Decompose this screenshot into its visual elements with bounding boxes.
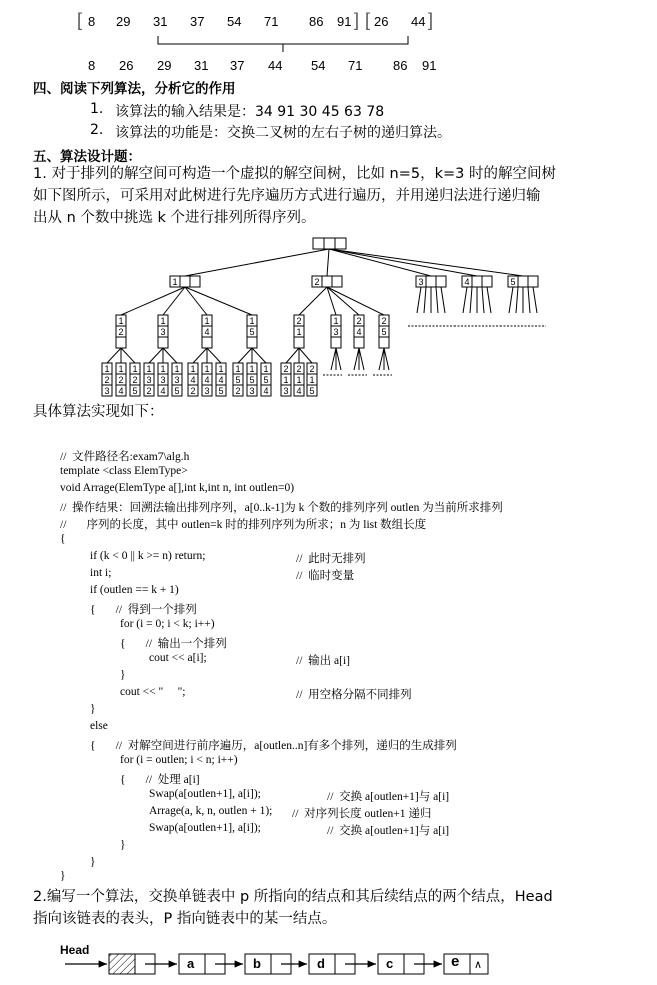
tree-leaf-label: 1 (309, 375, 315, 385)
tree-node-label: 4 (464, 277, 470, 287)
merge-top-value: 44 (411, 14, 426, 29)
implementation-label: 具体算法实现如下： (33, 404, 164, 420)
tree-cell (158, 337, 168, 348)
tree-leaf-label: 5 (235, 375, 241, 385)
tree-edge (384, 348, 389, 370)
code-line: // 操作结果：回溯法输出排列序列，a[0..k-1]为 k 个数的排列序列 outlen 为当前所求排列 (60, 502, 503, 514)
code-line: { // 得到一个排列 (90, 604, 197, 616)
tree-leaf-label: 5 (132, 386, 138, 396)
code-line: template <class ElemType> (60, 465, 188, 477)
tree-edge (528, 287, 530, 313)
tree-edge (299, 287, 327, 315)
tree-edge (185, 249, 329, 276)
question1-line: 如下图所示，可采用对此树进行先序遍历方式进行遍历，并用递归法进行递归输 (33, 188, 541, 204)
tree-node-label: 2 (356, 316, 362, 326)
tree-cell (528, 276, 538, 287)
tree-edge (329, 249, 431, 276)
code-line: void Arrage(ElemType a[],int k,int n, int outlen=0) (60, 482, 295, 494)
head-node-data (109, 954, 135, 974)
tree-leaf-label: 2 (146, 386, 152, 396)
tree-edge (424, 287, 426, 313)
code-line: { // 对解空间进行前序遍历，a[outlen..n]有多个排列，递归的生成排列 (90, 740, 457, 752)
tree-edge (336, 348, 341, 370)
right-bracket: ] (428, 10, 434, 30)
tree-leaf-label: 1 (160, 364, 166, 374)
tree-node-label: 1 (333, 316, 339, 326)
merge-bottom-value: 29 (157, 58, 172, 73)
tree-node-label: 4 (356, 327, 362, 337)
merge-bottom-value: 37 (230, 58, 245, 73)
tree-edge (329, 249, 477, 276)
left-bracket: [ (77, 10, 83, 30)
tree-edge (331, 348, 336, 370)
tree-cell (332, 276, 342, 287)
tree-leaf-label: 2 (235, 386, 241, 396)
section4-item-text: 该算法的输入结果是：34 91 30 45 63 78 (115, 104, 385, 120)
section4-item-number: 2. (90, 122, 104, 138)
tree-leaf-label: 5 (174, 386, 180, 396)
code-line: { // 输出一个排列 (120, 638, 227, 650)
code-line: Swap(a[outlen+1], a[i]); (149, 822, 261, 834)
code-comment: // 交换 a[outlen+1]与 a[i] (327, 825, 450, 837)
tree-cell (335, 238, 346, 249)
tree-leaf-label: 1 (235, 364, 241, 374)
merge-top-value: 54 (227, 14, 242, 29)
tree-edge (470, 287, 472, 313)
tree-edge (286, 348, 299, 363)
tree-node-label: 5 (510, 277, 516, 287)
tree-edge (482, 287, 484, 313)
tree-edge (163, 348, 177, 363)
tree-cell (116, 337, 126, 348)
tree-cell (190, 276, 200, 287)
code-line: } (90, 856, 96, 868)
tree-edge (252, 348, 266, 363)
null-pointer-icon: ∧ (474, 958, 483, 971)
tree-edge (327, 287, 384, 315)
tree-cell (202, 337, 212, 348)
tree-edge (436, 287, 438, 313)
merge-bottom-value: 54 (311, 58, 326, 73)
tree-edge (107, 348, 121, 363)
code-line: for (i = outlen; i < n; i++) (120, 754, 238, 766)
question1-line: 1. 对于排列的解空间可构造一个虚拟的解空间树，比如 n=5，k=3 时的解空间树 (33, 166, 556, 182)
left-bracket: [ (365, 10, 371, 30)
code-line: } (120, 839, 126, 851)
code-line: if (outlen == k + 1) (90, 584, 179, 596)
tree-leaf-label: 2 (132, 375, 138, 385)
tree-cell (294, 337, 304, 348)
code-comment: // 交换 a[outlen+1]与 a[i] (327, 791, 450, 803)
tree-leaf-label: 1 (174, 364, 180, 374)
tree-cell (426, 276, 436, 287)
code-line: { (60, 533, 66, 545)
tree-node-label: 5 (381, 327, 387, 337)
merge-top-value: 86 (309, 14, 324, 29)
merge-bottom-value: 31 (194, 58, 209, 73)
tree-leaf-label: 3 (160, 375, 166, 385)
tree-edge (163, 287, 185, 315)
tree-leaf-label: 1 (218, 364, 224, 374)
node-label: d (317, 956, 325, 971)
tree-edge (149, 348, 163, 363)
tree-cell (324, 238, 335, 249)
merge-bottom-value: 86 (393, 58, 408, 73)
code-comment: // 临时变量 (296, 570, 355, 582)
tree-leaf-label: 2 (309, 364, 315, 374)
tree-leaf-label: 1 (204, 364, 210, 374)
merge-top-value: 8 (88, 14, 96, 29)
question1-line: 出从 n 个数中挑选 k 个进行排列所得序列。 (33, 210, 316, 226)
tree-leaf-label: 2 (104, 375, 110, 385)
tree-leaf-label: 4 (204, 375, 210, 385)
tree-edge (463, 287, 467, 313)
merge-bottom-value: 71 (348, 58, 363, 73)
code-comment: // 输出 a[i] (296, 655, 350, 667)
code-line: Swap(a[outlen+1], a[i]); (149, 788, 261, 800)
tree-leaf-label: 3 (204, 386, 210, 396)
code-comment: // 对序列长度 outlen+1 递归 (292, 808, 432, 820)
tree-node-label: 1 (249, 316, 255, 326)
tree-leaf-label: 3 (174, 375, 180, 385)
tree-cell (322, 276, 332, 287)
merge-brace (0, 0, 657, 60)
tree-leaf-label: 4 (190, 375, 196, 385)
merge-top-value: 71 (264, 14, 279, 29)
linked-list-graphic (0, 945, 657, 985)
code-line: cout << a[i]; (149, 652, 207, 664)
tree-edge (359, 348, 364, 370)
tree-edge (533, 287, 537, 313)
tree-leaf-label: 3 (146, 375, 152, 385)
tree-edge (354, 348, 359, 370)
merge-bottom-value: 91 (422, 58, 437, 73)
tree-leaf-label: 1 (132, 364, 138, 374)
tree-leaf-label: 2 (296, 364, 302, 374)
tree-cell (180, 276, 190, 287)
tree-edge (487, 287, 491, 313)
tree-leaf-label: 1 (118, 364, 124, 374)
code-line: for (i = 0; i < k; i++) (120, 618, 215, 630)
tree-leaf-label: 5 (249, 375, 255, 385)
tree-edge (207, 348, 221, 363)
tree-cell (379, 337, 389, 348)
tree-leaf-label: 1 (146, 364, 152, 374)
tree-edge (299, 348, 312, 363)
tree-leaf-label: 1 (104, 364, 110, 374)
question2-line: 指向该链表的表头，P 指向链表中的某一结点。 (33, 911, 337, 927)
tree-node-label: 2 (381, 316, 387, 326)
merge-bottom-value: 44 (268, 58, 283, 73)
code-line: // 文件路径名:exam7\alg.h (60, 451, 190, 463)
code-line: // 序列的长度，其中 outlen=k 时的排列序列为所求；n 为 list 数组长度 (60, 519, 427, 531)
tree-edge (185, 287, 252, 315)
code-line: cout << " "; (120, 686, 186, 698)
tree-edge (329, 249, 523, 276)
tree-leaf-label: 4 (160, 386, 166, 396)
merge-bottom-value: 8 (88, 58, 96, 73)
tree-edge (327, 249, 329, 276)
tree-leaf-label: 1 (263, 364, 269, 374)
tree-leaf-label: 3 (249, 386, 255, 396)
code-comment: // 用空格分隔不同排列 (296, 689, 412, 701)
right-bracket: ] (354, 10, 360, 30)
tree-node-label: 3 (333, 327, 339, 337)
tree-leaf-label: 1 (296, 375, 302, 385)
section4-heading: 四、阅读下列算法，分析它的作用 (33, 81, 236, 97)
code-line: } (60, 870, 66, 882)
section4-item-number: 1. (90, 101, 104, 117)
tree-leaf-label: 1 (190, 364, 196, 374)
node-label: c (386, 956, 394, 971)
tree-leaf-label: 4 (263, 386, 269, 396)
tree-cell (472, 276, 482, 287)
tree-edge (417, 287, 421, 313)
tree-node-label: 2 (118, 327, 124, 337)
merge-top-value: 29 (116, 14, 131, 29)
tree-node-label: 4 (204, 327, 210, 337)
head-label: Head (60, 943, 90, 957)
tree-cell (482, 276, 492, 287)
tree-node-label: 1 (118, 316, 124, 326)
tree-leaf-label: 1 (283, 375, 289, 385)
tree-cell (354, 337, 364, 348)
tree-node-label: 3 (418, 277, 424, 287)
solution-space-tree (0, 230, 657, 400)
tree-cell (313, 238, 324, 249)
tree-leaf-label: 2 (283, 364, 289, 374)
code-line: int i; (90, 567, 112, 579)
tree-edge (516, 287, 518, 313)
code-line: else (90, 720, 108, 732)
node-label: a (187, 956, 195, 971)
merge-bottom-value: 26 (119, 58, 134, 73)
code-comment: // 此时无排列 (296, 553, 366, 565)
merge-top-value: 37 (190, 14, 205, 29)
tree-leaf-label: 4 (118, 386, 124, 396)
tree-edge (121, 287, 185, 315)
tree-node-label: 1 (172, 277, 178, 287)
tree-edge (509, 287, 513, 313)
tree-leaf-label: 3 (104, 386, 110, 396)
tree-node-label: 1 (296, 327, 302, 337)
merge-top-value: 31 (153, 14, 168, 29)
tree-leaf-label: 5 (309, 386, 315, 396)
tree-node-label: 2 (296, 316, 302, 326)
tree-leaf-label: 2 (118, 375, 124, 385)
tree-leaf-label: 5 (263, 375, 269, 385)
section5-heading: 五、算法设计题： (33, 149, 141, 165)
code-line: if (k < 0 || k >= n) return; (90, 550, 206, 562)
tree-node-label: 1 (160, 316, 166, 326)
section4-item-text: 该算法的功能是：交换二叉树的左右子树的递归算法。 (115, 125, 451, 141)
tree-edge (238, 348, 252, 363)
merge-top-value: 91 (337, 14, 352, 29)
tree-cell (518, 276, 528, 287)
tree-leaf-label: 4 (296, 386, 302, 396)
tree-cell (331, 337, 341, 348)
code-line: } (90, 703, 96, 715)
tree-edge (193, 348, 207, 363)
tree-node-label: 5 (249, 327, 255, 337)
tree-leaf-label: 5 (218, 386, 224, 396)
tree-cell (247, 337, 257, 348)
tree-leaf-label: 4 (218, 375, 224, 385)
node-label: e (451, 953, 460, 970)
tree-node-label: 2 (314, 277, 320, 287)
tree-edge (121, 348, 135, 363)
merge-top-value: 26 (374, 14, 389, 29)
tree-leaf-label: 1 (249, 364, 255, 374)
question2-line: 2.编写一个算法，交换单链表中 p 所指向的结点和其后续结点的两个结点，Head (33, 889, 553, 905)
tree-node-label: 1 (204, 316, 210, 326)
code-line: Arrage(a, k, n, outlen + 1); (149, 805, 273, 817)
tree-edge (379, 348, 384, 370)
tree-leaf-label: 3 (283, 386, 289, 396)
code-line: } (120, 669, 126, 681)
code-line: { // 处理 a[i] (120, 774, 200, 786)
tree-edge (441, 287, 445, 313)
tree-node-label: 3 (160, 327, 166, 337)
tree-cell (436, 276, 446, 287)
tree-leaf-label: 2 (190, 386, 196, 396)
node-label: b (253, 956, 261, 971)
